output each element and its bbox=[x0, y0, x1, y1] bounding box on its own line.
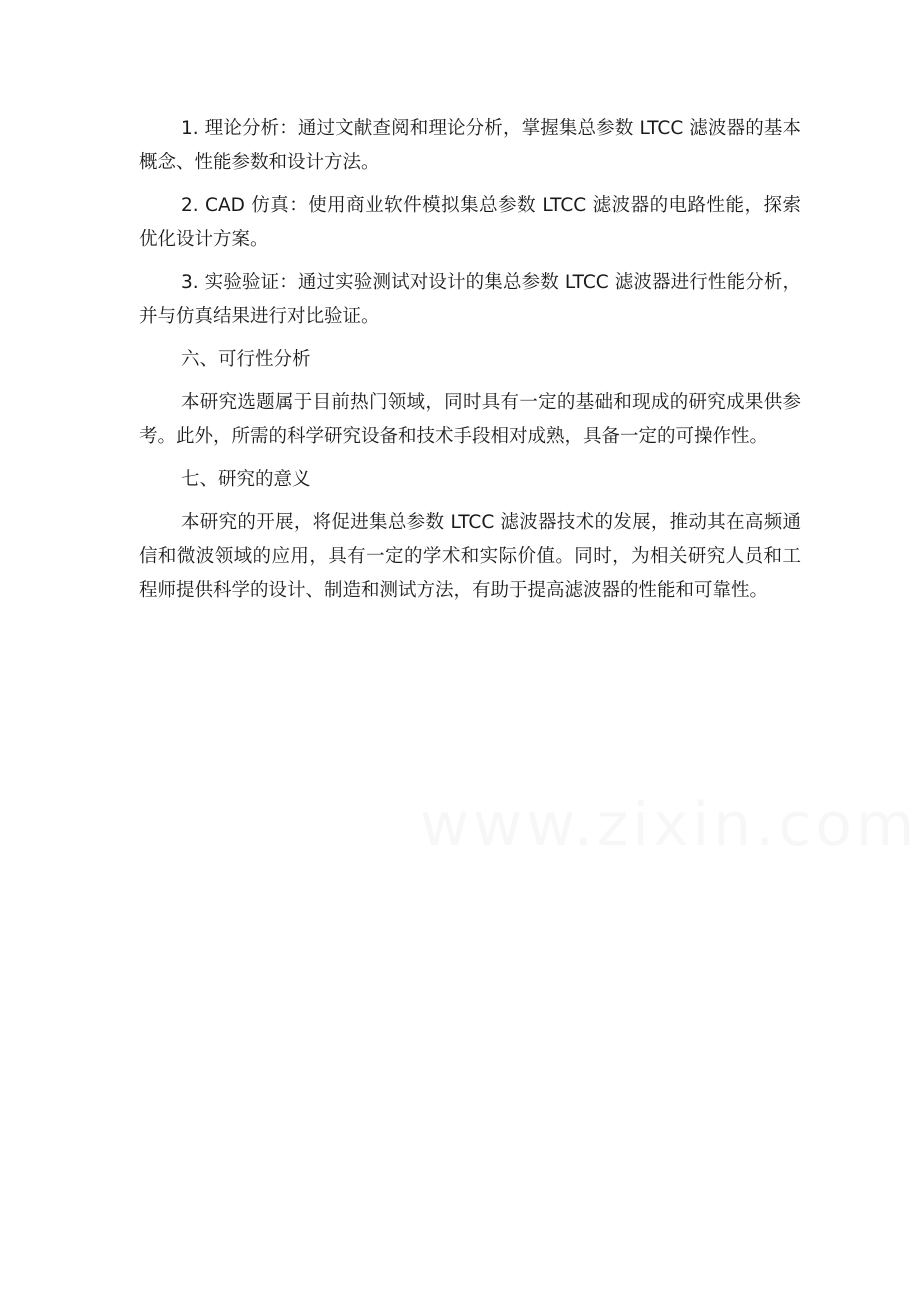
method-theory-paragraph: 1. 理论分析：通过文献查阅和理论分析，掌握集总参数 LTCC 滤波器的基本概念、性能参数和设计方法。 bbox=[139, 118, 801, 173]
document-body bbox=[139, 112, 801, 617]
watermark bbox=[420, 790, 920, 860]
section-heading-feasibility: 六、可行性分析 bbox=[181, 349, 311, 370]
section-heading-significance: 七、研究的意义 bbox=[181, 469, 311, 490]
feasibility-paragraph: 本研究选题属于目前热门领域，同时具有一定的基础和现成的研究成果供参考。此外，所需的科学研究设备和技术手段相对成熟，具备一定的可操作性。 bbox=[139, 392, 801, 447]
significance-paragraph: 本研究的开展，将促进集总参数 LTCC 滤波器技术的发展，推动其在高频通信和微波领域的应用，具有一定的学术和实际价值。同时，为相关研究人员和工程师提供科学的设计、制造和测试方法，有助于提高滤波器的性能和可靠性。 bbox=[139, 512, 801, 601]
method-experiment-paragraph: 3. 实验验证：通过实验测试对设计的集总参数 LTCC 滤波器进行性能分析，并与仿真结果进行对比验证。 bbox=[139, 272, 801, 327]
method-cad-paragraph: 2. CAD 仿真：使用商业软件模拟集总参数 LTCC 滤波器的电路性能，探索优化设计方案。 bbox=[139, 195, 801, 250]
